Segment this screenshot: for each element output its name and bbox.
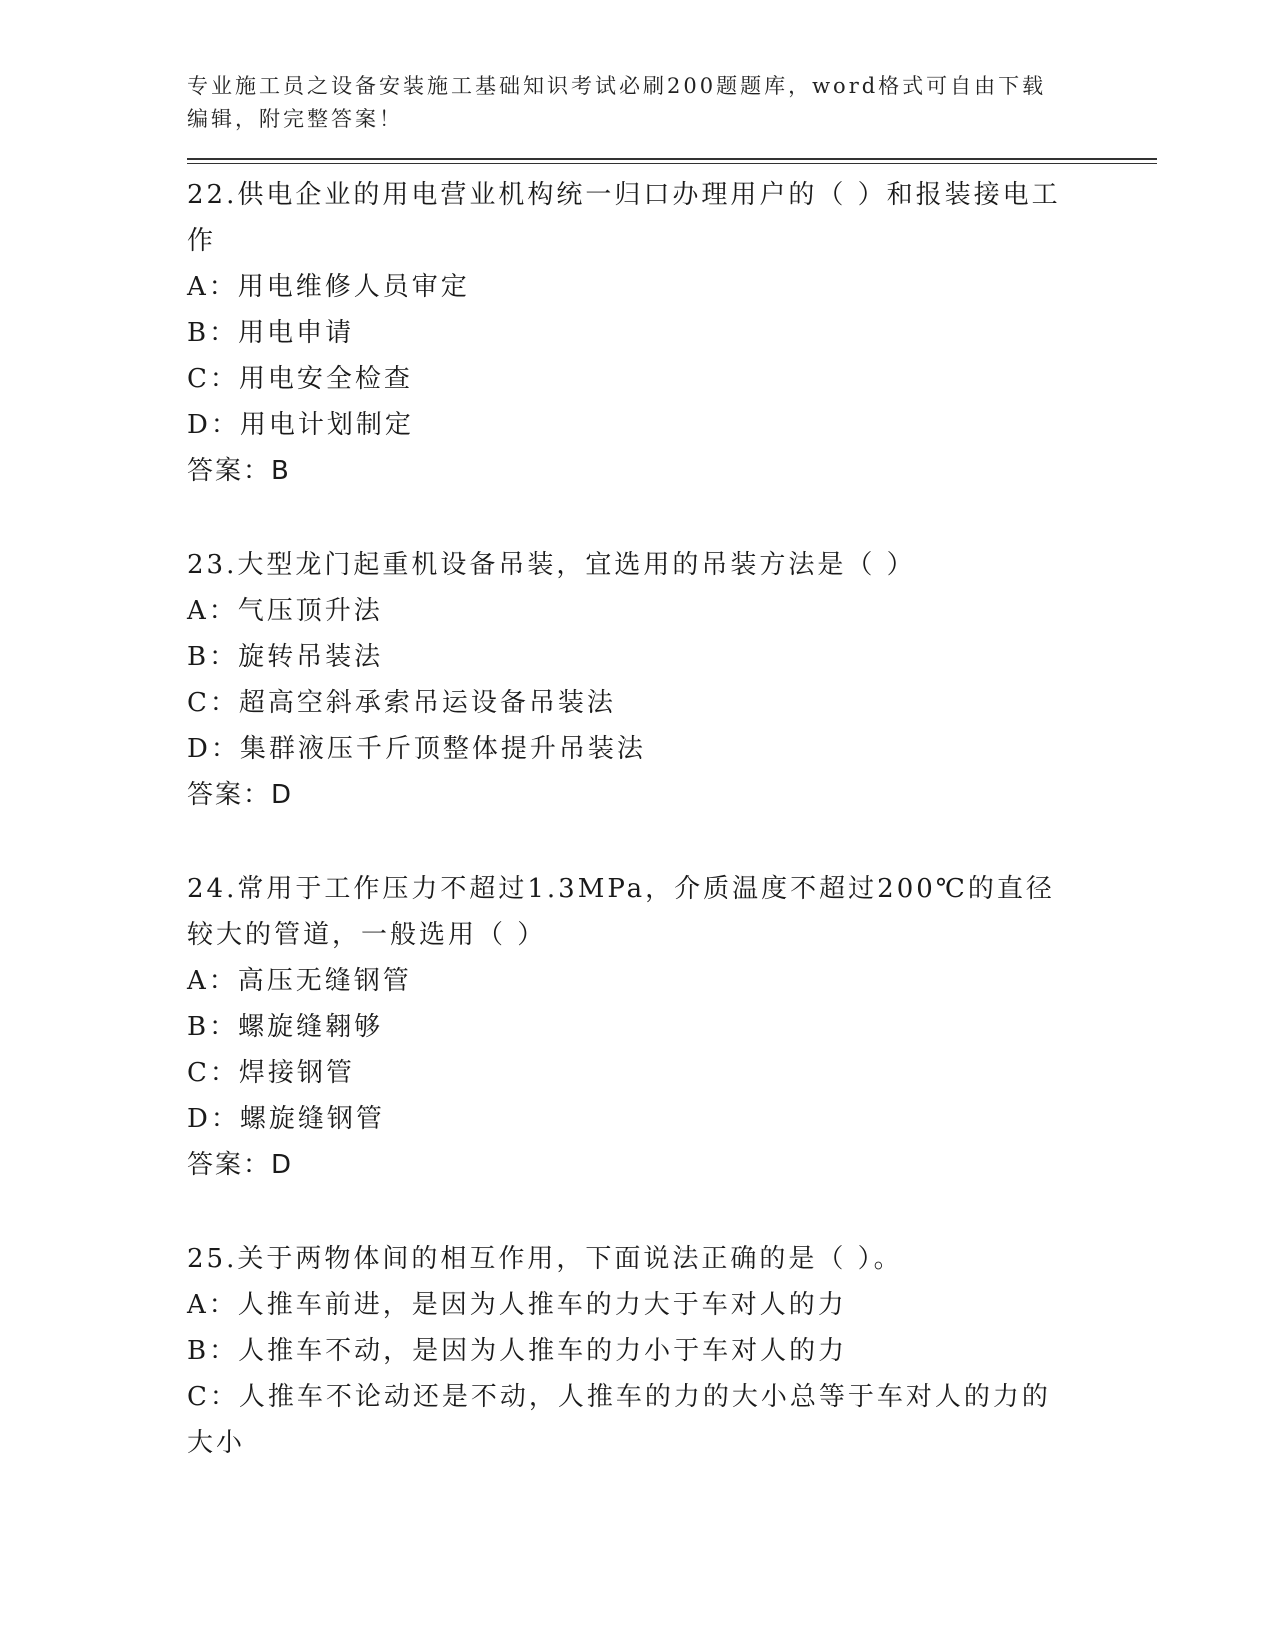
answer-key: 答案：B: [187, 456, 291, 486]
document-page: [187, 70, 1157, 1514]
question-list: [187, 172, 1067, 1466]
answer-option: A：用电维修人员审定: [187, 272, 470, 302]
divider-line-thick: [187, 158, 1157, 160]
answer-option: B：螺旋缝翱够: [187, 1012, 384, 1042]
question-block: [187, 866, 1067, 1188]
answer-option: C：人推车不论动还是不动，人推车的力的大小总等于车对人的力的大小: [187, 1382, 1051, 1458]
answer-key: 答案：D: [187, 1150, 294, 1180]
answer-option: D：用电计划制定: [187, 410, 414, 440]
header-divider: [187, 158, 1157, 164]
answer-option: A：人推车前进，是因为人推车的力大于车对人的力: [187, 1290, 847, 1320]
answer-option: C：焊接钢管: [187, 1058, 355, 1088]
answer-option: C：超高空斜承索吊运设备吊装法: [187, 688, 616, 718]
answer-option: B：旋转吊装法: [187, 642, 384, 672]
answer-key: 答案：D: [187, 780, 294, 810]
document-header: 专业施工员之设备安装施工基础知识考试必刷200题题库，word格式可自由下载编辑，附完整答案！: [187, 74, 1047, 131]
answer-option: B：人推车不动，是因为人推车的力小于车对人的力: [187, 1336, 848, 1366]
answer-option: D：集群液压千斤顶整体提升吊装法: [187, 734, 646, 764]
question-block: [187, 542, 1067, 818]
question-stem: 25.关于两物体间的相互作用，下面说法正确的是（ ）。: [187, 1244, 903, 1274]
answer-option: B：用电申请: [187, 318, 355, 348]
answer-option: A：高压无缝钢管: [187, 966, 412, 996]
answer-option: D：螺旋缝钢管: [187, 1104, 385, 1134]
answer-option: C：用电安全检查: [187, 364, 413, 394]
question-stem: 24.常用于工作压力不超过1.3MPa，介质温度不超过200℃的直径较大的管道，一般选用（ ）: [187, 874, 1055, 950]
divider-line-thin: [187, 163, 1157, 164]
question-block: [187, 172, 1067, 494]
question-block: [187, 1236, 1067, 1466]
question-stem: 22.供电企业的用电营业机构统一归口办理用户的（ ）和报装接电工作: [187, 180, 1061, 256]
answer-option: A：气压顶升法: [187, 596, 383, 626]
question-stem: 23.大型龙门起重机设备吊装，宜选用的吊装方法是（ ）: [187, 550, 916, 580]
